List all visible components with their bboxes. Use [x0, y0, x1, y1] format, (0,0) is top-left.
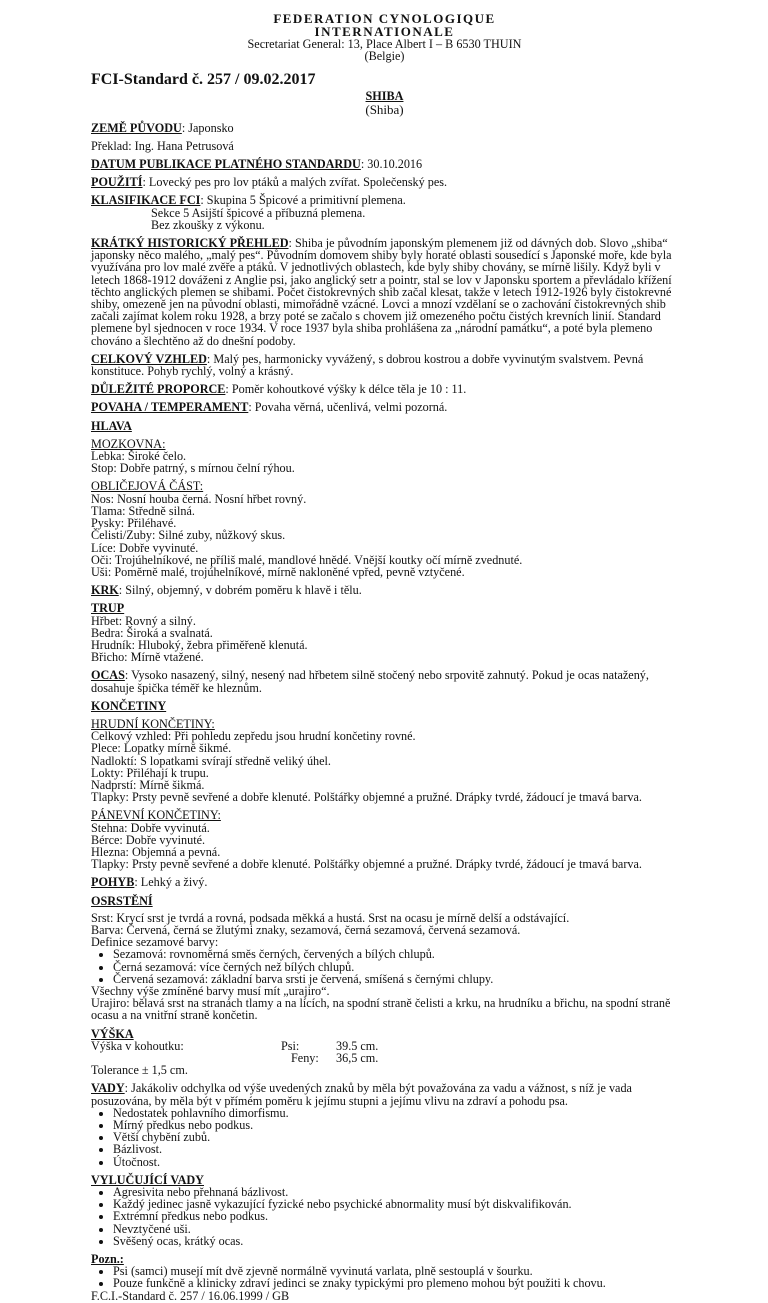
list-item: • Větší chybění zubů.	[113, 1131, 678, 1143]
list-item: • Červená sezamová: základní barva srsti je červená, smíšená s černými chlupy.	[113, 973, 678, 985]
list-item: • Svěšený ocas, krátký ocas.	[113, 1235, 678, 1247]
forequarters-item: Plece: Lopatky mírně šikmé.	[91, 741, 232, 756]
facial-item: Čelisti/Zuby: Silné zuby, nůžkový skus.	[91, 528, 286, 543]
classification-test: Bez zkoušky z výkonu.	[151, 217, 265, 232]
facial-label: OBLIČEJOVÁ ČÁST:	[91, 479, 204, 494]
list-item: • Každý jedinec jasně vykazující fyzické nebo psychické abnormality musí být diskvalifikován.	[113, 1198, 678, 1210]
section-date	[91, 158, 678, 170]
coat-colour-list	[91, 948, 678, 985]
facial-item: Tlama: Středně silná.	[91, 503, 195, 518]
list-item: • Útočnost.	[113, 1156, 678, 1168]
section-faults	[91, 1082, 678, 1167]
disqualifying-list	[91, 1186, 678, 1247]
section-coat	[91, 895, 678, 1022]
gait-value: : Lehký a živý.	[134, 875, 208, 890]
coat-urajiro-definition: Urajiro: bělavá srst na stranách tlamy a na lících, na spodní straně čelisti a krku, na hrudníku a břichu, na spodní straně ocasu a na vnitřní straně končetin.	[91, 996, 671, 1023]
height-withers-label: Výška v kohoutku:	[91, 1038, 184, 1053]
section-facial	[91, 480, 678, 578]
section-notes	[91, 1253, 678, 1302]
temperament-value: : Povaha věrná, učenlivá, velmi pozorná.	[248, 400, 448, 415]
section-forequarters	[91, 718, 678, 803]
breed-name-alt: (Shiba)	[365, 101, 404, 117]
classification-label: KLASIFIKACE FCI	[91, 193, 201, 208]
history-label: KRÁTKÝ HISTORICKÝ PŘEHLED	[91, 236, 289, 251]
org-name-line-2: INTERNATIONALE	[314, 24, 455, 39]
section-temperament	[91, 401, 678, 413]
height-females-label: Feny:	[291, 1051, 319, 1066]
org-name-line-1: FEDERATION CYNOLOGIQUE	[273, 11, 496, 26]
neck-label: KRK	[91, 583, 119, 598]
section-body	[91, 602, 678, 663]
body-item: Hrudník: Hluboký, žebra přiměřeně klenutá.	[91, 637, 308, 652]
hindquarters-label: PÁNEVNÍ KONČETINY:	[91, 808, 221, 823]
cranial-label: MOZKOVNA:	[91, 436, 166, 451]
coat-definition: Definice sezamové barvy:	[91, 935, 219, 950]
body-item: Hřbet: Rovný a silný.	[91, 613, 196, 628]
cranial-item: Lebka: Široké čelo.	[91, 449, 187, 464]
body-item: Bedra: Široká a svalnatá.	[91, 625, 213, 640]
section-neck	[91, 584, 678, 596]
height-males-label: Psi:	[281, 1038, 300, 1053]
list-item: • Psi (samci) musejí mít dvě zjevně normálně vyvinutá varlata, plně sestouplá v šourku.	[113, 1265, 678, 1277]
notes-list	[91, 1265, 678, 1289]
breed-name: SHIBA	[365, 89, 404, 104]
hindquarters-item: Hlezna: Objemná a pevná.	[91, 844, 221, 859]
footer-reference: F.C.I.-Standard č. 257 / 16.06.1999 / GB	[91, 1288, 290, 1303]
facial-item: Pysky: Přiléhavé.	[91, 516, 177, 531]
origin-value: : Japonsko	[181, 120, 234, 135]
disqualifying-label: VYLUČUJÍCÍ VADY	[91, 1172, 204, 1187]
list-item: • Agresivita nebo přehnaná bázlivost.	[113, 1186, 678, 1198]
tail-label: OCAS	[91, 668, 125, 683]
facial-item: Líce: Dobře vyvinuté.	[91, 540, 199, 555]
list-item: • Extrémní předkus nebo podkus.	[113, 1210, 678, 1222]
height-males	[91, 1040, 678, 1052]
neck-value: : Silný, objemný, v dobrém poměru k hlavě i tělu.	[118, 583, 362, 598]
section-classification	[91, 194, 678, 231]
translator-line: Překlad: Ing. Hana Petrusová	[91, 138, 234, 153]
faults-label: VADY	[91, 1081, 125, 1096]
facial-item: Nos: Nosní houba černá. Nosní hřbet rovný.	[91, 491, 307, 506]
section-history	[91, 237, 678, 347]
use-label: POUŽITÍ	[91, 175, 143, 190]
height-males-value: 39.5 cm.	[336, 1038, 379, 1053]
section-appearance	[91, 353, 678, 377]
list-item: • Bázlivost.	[113, 1143, 678, 1155]
facial-item: Oči: Trojúhelníkové, ne příliš malé, mandlové hnědé. Vnější koutky očí mírně zvednuté.	[91, 552, 523, 567]
section-disqualifying-faults	[91, 1174, 678, 1247]
tail-value: : Vysoko nasazený, silný, nesený nad hřbetem silně stočený nebo srpovitě zahnutý. Pokud je ocas natažený, dosahuje špička téměř ke hleznům.	[91, 668, 649, 695]
cranial-item: Stop: Dobře patrný, s mírnou čelní rýhou.	[91, 461, 295, 476]
proportions-value: : Poměr kohoutkové výšky k délce těla je 10 : 11.	[225, 382, 467, 397]
faults-value: : Jakákoliv odchylka od výše uvedených znaků by měla být považována za vadu a vážnost, s níž je vada posuzována, by měla být v přímém poměru k jejímu stupni a jejímu vlivu na zdraví a pohodu psa.	[91, 1081, 632, 1108]
coat-colour: Barva: Červená, černá se žlutými znaky, sezamová, černá sezamová, červená sezamová.	[91, 922, 521, 937]
list-item: • Mírný předkus nebo podkus.	[113, 1119, 678, 1131]
date-value: : 30.10.2016	[360, 157, 423, 172]
temperament-label: POVAHA / TEMPERAMENT	[91, 400, 249, 415]
section-hindquarters	[91, 809, 678, 870]
appearance-label: CELKOVÝ VZHLED	[91, 351, 207, 366]
body-label: TRUP	[91, 601, 125, 616]
forequarters-item: Nadprstí: Mírně šikmá.	[91, 777, 205, 792]
facial-item: Uši: Poměrně malé, trojúhelníkové, mírně nakloněné vpřed, pevně vztyčené.	[91, 564, 465, 579]
section-gait	[91, 876, 678, 888]
history-value: : Shiba je původním japonským plemenem již od dávných dob. Slovo „shiba“ japonsky něco malého, „malý pes“. Původním domovem shiby byly horaté oblasti sousedící s Japonské moře, kde byla využívána pro lov malé zvěře a ptáků. V jednotlivých oblastech, kde byly shiby chovány, se mírně lišily. Když byli v letech 1868-1912 dováženi z Anglie psi, jako anglický setr a pointr, stal se lov v Japonsku sportem a převládalo křížení těchto anglických plemen se shibami. Počet čistokrevných shib začal klesat, takže v letech 1912-1926 byly čistokrevné shiby, omezeně jen na původní oblasti, mimořádně vzácné. Lovci a mnozí vzdělaní se o zachování čistokrevných shib začali zajímat kolem roku 1928, a brzy poté se začalo s chovem již omezeného počtu čistých krevních linií. Standard plemene byl sjednocen v roce 1934. V roce 1937 byla shiba prohlášena za „národní památku“, a poté byla plemeno chováno a šlechtěno až do dnešní podoby.	[91, 236, 672, 348]
gait-label: POHYB	[91, 875, 135, 890]
section-use	[91, 176, 678, 188]
date-label: DATUM PUBLIKACE PLATNÉHO STANDARDU	[91, 157, 361, 172]
forequarters-item: Celkový vzhled: Při pohledu zepředu jsou hrudní končetiny rovné.	[91, 729, 416, 744]
list-item: • Nedostatek pohlavního dimorfismu.	[113, 1107, 678, 1119]
hindquarters-item: Bérce: Dobře vyvinuté.	[91, 832, 206, 847]
limbs-label: KONČETINY	[91, 698, 167, 713]
section-head	[91, 420, 678, 432]
classification-group: : Skupina 5 Špicové a primitivní plemena.	[200, 193, 406, 208]
head-label: HLAVA	[91, 418, 132, 433]
standard-title: FCI-Standard č. 257 / 09.02.2017	[91, 71, 316, 89]
section-origin	[91, 122, 678, 134]
forequarters-item: Nadloktí: S lopatkami svírají středně veliký úhel.	[91, 753, 331, 768]
section-cranial	[91, 438, 678, 475]
height-tolerance: Tolerance ± 1,5 cm.	[91, 1063, 188, 1078]
appearance-value: : Malý pes, harmonicky vyvážený, s dobrou kostrou a dobře vyvinutým svalstvem. Pevná konstituce. Pohyb rychlý, volný a krásný.	[91, 351, 644, 379]
notes-label: Pozn.:	[91, 1252, 124, 1267]
list-item: • Nevztyčené uši.	[113, 1223, 678, 1235]
standard-document	[91, 12, 678, 1302]
coat-hair: Srst: Krycí srst je tvrdá a rovná, podsada měkká a hustá. Srst na ocasu je mírně delší a odstávající.	[91, 910, 570, 925]
faults-list	[91, 1107, 678, 1168]
country-line: (Belgie)	[364, 49, 405, 64]
section-height	[91, 1028, 678, 1077]
use-value: : Lovecký pes pro lov ptáků a malých zvířat. Společenský pes.	[142, 175, 448, 190]
forequarters-item: Tlapky: Prsty pevně sevřené a dobře klenuté. Polštářky objemné a pružné. Drápky tvrdé, žádoucí je tmavá barva.	[91, 790, 642, 805]
hindquarters-item: Tlapky: Prsty pevně sevřené a dobře klenuté. Polštářky objemné a pružné. Drápky tvrdé, žádoucí je tmavá barva.	[91, 857, 642, 872]
section-limbs	[91, 700, 678, 712]
list-item: • Sezamová: rovnoměrná směs černých, červených a bílých chlupů.	[113, 948, 678, 960]
section-tail	[91, 669, 678, 693]
origin-label: ZEMĚ PŮVODU	[91, 120, 182, 135]
coat-urajiro-note: Všechny výše zmíněné barvy musí mít „urajiro“.	[91, 984, 330, 998]
body-item: Břicho: Mírně vtažené.	[91, 650, 204, 665]
classification-section: Sekce 5 Asijští špicové a příbuzná plemena.	[151, 205, 366, 220]
forequarters-item: Lokty: Přiléhají k trupu.	[91, 765, 209, 780]
list-item: • Pouze funkčně a klinicky zdraví jedinci se znaky typickými pro plemeno mohou být použiti k chovu.	[113, 1277, 678, 1289]
hindquarters-item: Stehna: Dobře vyvinutá.	[91, 820, 210, 835]
height-label: VÝŠKA	[91, 1026, 134, 1041]
list-item: • Černá sezamová: více černých než bílých chlupů.	[113, 961, 678, 973]
section-proportions	[91, 383, 678, 395]
forequarters-label: HRUDNÍ KONČETINY:	[91, 716, 215, 731]
height-females-value: 36,5 cm.	[336, 1051, 379, 1066]
address-line: Secretariat General: 13, Place Albert I – B 6530 THUIN	[247, 37, 522, 51]
coat-label: OSRSTĚNÍ	[91, 893, 153, 908]
proportions-label: DŮLEŽITÉ PROPORCE	[91, 382, 226, 397]
